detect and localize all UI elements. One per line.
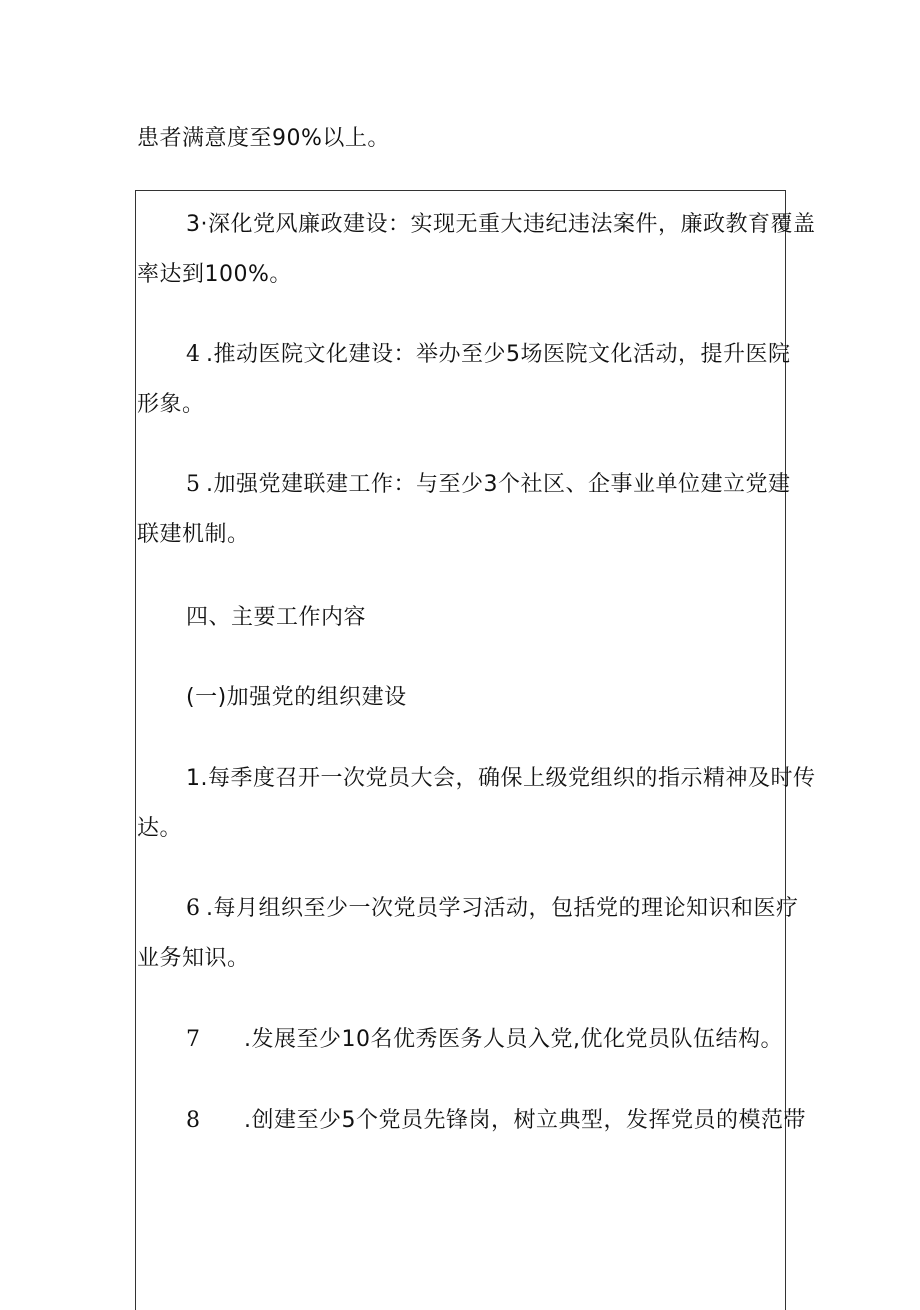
item-8-number: 8 xyxy=(186,1108,200,1133)
item-4-line-2: 形象。 xyxy=(137,392,205,417)
item-1-line-2: 达。 xyxy=(137,816,183,841)
item-6-number: 6 xyxy=(186,896,200,921)
item-4-line-1: .推动医院文化建设：举办至少5场医院文化活动，提升医院 xyxy=(206,342,791,367)
item-3-line-2: 率达到100%。 xyxy=(137,262,292,287)
item-3-line-1: 3·深化党风廉政建设：实现无重大违纪违法案件，廉政教育覆盖 xyxy=(186,212,816,237)
item-6-line-2: 业务知识。 xyxy=(137,946,250,971)
item-5-number: 5 xyxy=(186,472,200,497)
item-7-number: 7 xyxy=(186,1027,200,1052)
paragraph-line: 患者满意度至90%以上。 xyxy=(137,126,390,151)
item-8-line-1: .创建至少5个党员先锋岗，树立典型，发挥党员的模范带 xyxy=(244,1108,806,1133)
item-5-line-1: .加强党建联建工作：与至少3个社区、企事业单位建立党建 xyxy=(206,472,791,497)
subsection-heading: (一)加强党的组织建设 xyxy=(186,685,407,710)
item-6-line-1: .每月组织至少一次党员学习活动，包括党的理论知识和医疗 xyxy=(206,896,799,921)
item-7-line-1: .发展至少10名优秀医务人员入党,优化党员队伍结构。 xyxy=(244,1027,783,1052)
item-1-line-1: 1.每季度召开一次党员大会，确保上级党组织的指示精神及时传 xyxy=(186,766,816,791)
item-4-number: 4 xyxy=(186,342,200,367)
item-5-line-2: 联建机制。 xyxy=(137,522,250,547)
section-heading: 四、主要工作内容 xyxy=(186,605,367,630)
